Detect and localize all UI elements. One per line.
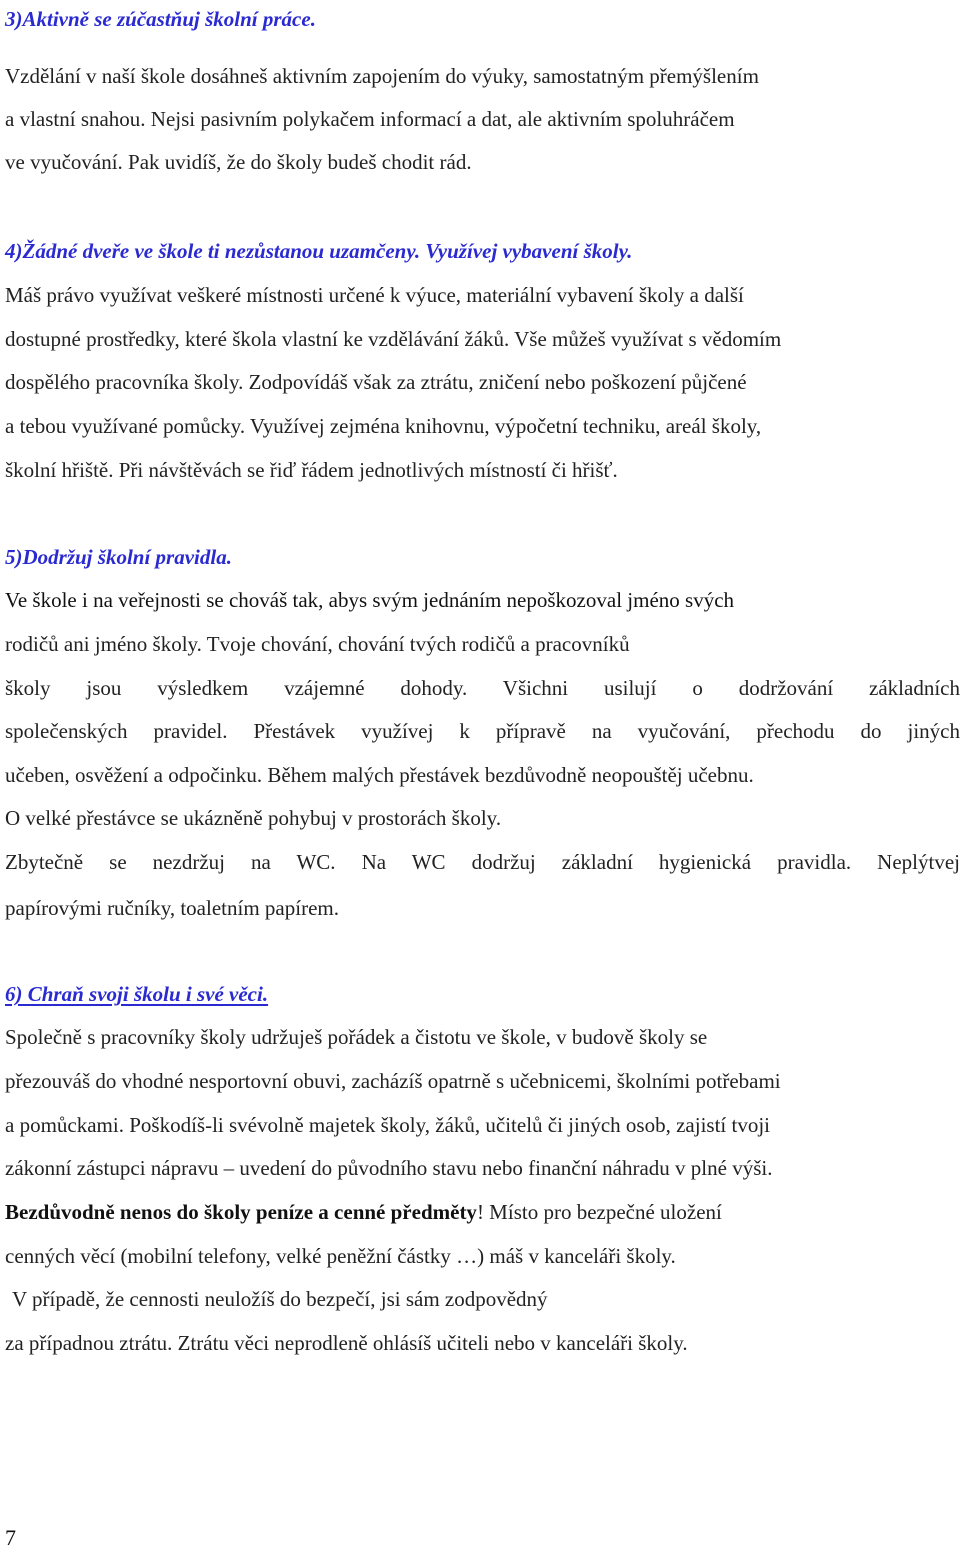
section-3-line-3: ve vyučování. Pak uvidíš, že do školy budeš chodit rád. — [5, 150, 472, 174]
section-3-line-1: Vzdělání v naší škole dosáhneš aktivním zapojením do výuky, samostatným přemýšlením — [5, 64, 759, 88]
section-5-line-2: rodičů ani jméno školy. Tvoje chování, chování tvých rodičů a pracovníků — [5, 632, 630, 656]
section-3-line-2: a vlastní snahou. Nejsi pasivním polykačem informací a dat, ale aktivním spoluhráčem — [5, 107, 735, 131]
section-6-line-1: Společně s pracovníky školy udržuješ pořádek a čistotu ve škole, v budově školy se — [5, 1025, 708, 1049]
section-3-heading: 3)Aktivně se zúčastňuj školní práce. — [5, 7, 316, 31]
section-5-line-1: Ve škole i na veřejnosti se chováš tak, abys svým jednáním nepoškozoval jméno svých — [5, 588, 735, 612]
section-4-line-2: dostupné prostředky, které škola vlastní ke vzdělávání žáků. Vše můžeš využívat s vědomím — [5, 327, 782, 351]
section-4-line-5: školní hřiště. Při návštěvách se řiď řádem jednotlivých místností či hřišť. — [5, 458, 618, 482]
section-6-heading: 6) Chraň svoji školu i své věci. — [5, 982, 269, 1006]
section-6-line-5 — [5, 1197, 722, 1227]
section-5-line-7: Zbytečně se nezdržuj na WC. Na WC dodržuj základní hygienická pravidla. Neplýtvej — [5, 850, 960, 874]
section-6-line-8: za případnou ztrátu. Ztrátu věci neprodleně ohlásíš učiteli nebo v kanceláři školy. — [5, 1331, 688, 1355]
page-number: 7 — [5, 1525, 16, 1550]
section-6-line-3: a pomůckami. Poškodíš-li svévolně majetek školy, žáků, učitelů či jiných osob, zajistí tvoji — [5, 1113, 771, 1137]
section-4-heading: 4)Žádné dveře ve škole ti nezůstanou uzamčeny. Využívej vybavení školy. — [5, 239, 633, 263]
section-6-line-4: zákonní zástupci nápravu – uvedení do původního stavu nebo finanční náhradu v plné výši. — [5, 1156, 773, 1180]
valuables-warning: Bezdůvodně nenos do školy peníze a cenné předměty — [5, 1200, 477, 1224]
valuables-warning-tail: ! Místo pro bezpečné uložení — [476, 1200, 722, 1224]
section-4-line-1: Máš právo využívat veškeré místnosti určené k výuce, materiální vybavení školy a další — [5, 283, 744, 307]
section-5-line-8: papírovými ručníky, toaletním papírem. — [5, 896, 339, 920]
section-5-line-6: O velké přestávce se ukázněně pohybuj v prostorách školy. — [5, 806, 502, 830]
section-5-line-4: společenských pravidel. Přestávek využívej k přípravě na vyučování, přechodu do jiných — [5, 719, 960, 743]
section-6-line-7: V případě, že cennosti neuložíš do bezpečí, jsi sám zodpovědný — [12, 1287, 548, 1311]
section-5-heading: 5)Dodržuj školní pravidla. — [5, 545, 232, 569]
section-4-line-4: a tebou využívané pomůcky. Využívej zejména knihovnu, výpočetní techniku, areál školy, — [5, 414, 762, 438]
section-4-line-3: dospělého pracovníka školy. Zodpovídáš však za ztrátu, zničení nebo poškození půjčené — [5, 370, 747, 394]
section-6-line-2: přezouváš do vhodné nesportovní obuvi, zacházíš opatrně s učebnicemi, školními potřebami — [5, 1069, 781, 1093]
section-5-line-3: školy jsou výsledkem vzájemné dohody. Všichni usilují o dodržování základních — [5, 676, 960, 700]
section-6-line-6: cenných věcí (mobilní telefony, velké peněžní částky …) máš v kanceláři školy. — [5, 1244, 676, 1268]
section-5-line-5: učeben, osvěžení a odpočinku. Během malých přestávek bezdůvodně neopouštěj učebnu. — [5, 763, 754, 787]
